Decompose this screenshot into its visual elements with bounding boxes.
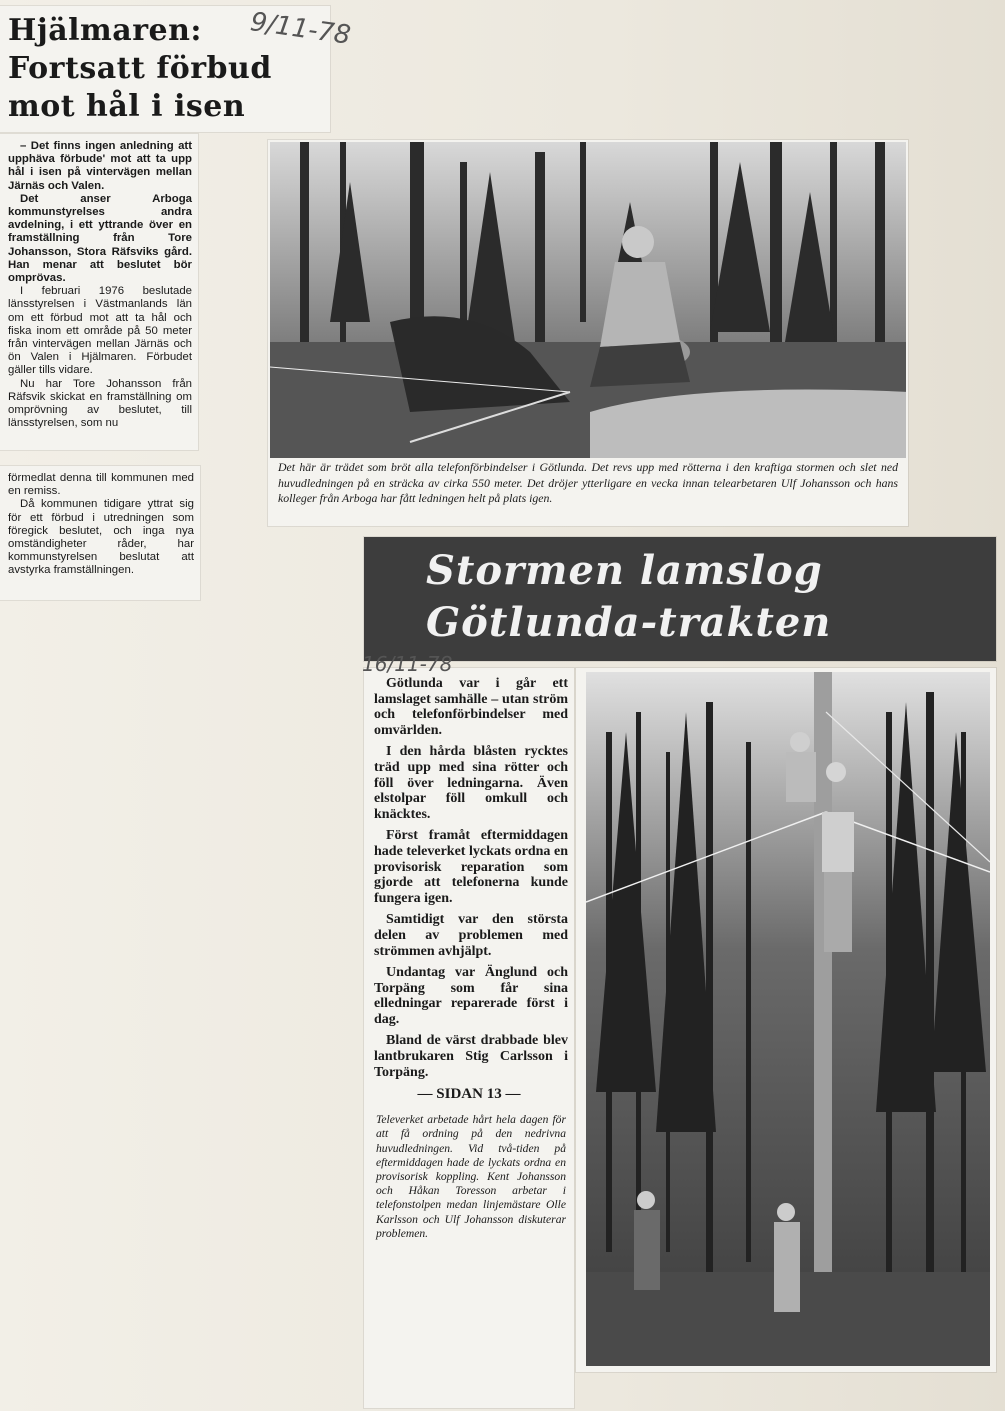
article1-paragraph: Då kommunen tidigare yttrat sig för ett förbud i utredningen som föregick beslutet, och inga nya omständigheter råder, har kommunstyrelsen beslutat att avstyrka framställningen. [8, 498, 194, 577]
article1-paragraph: I februari 1976 beslutade länsstyrelsen i Västmanlands län om ett förbud mot att ta hål och fiska inom ett område på 50 meter från vintervägen mellan Järnäs och ön Valen i Hjälmaren. Förbudet gäller tills vidare. [8, 285, 192, 377]
telephone-pole-photo [586, 672, 990, 1366]
photo1-clipping [268, 140, 908, 526]
article2-headline-line1: Stormen lamslog [426, 547, 823, 594]
article1-headline: Hjälmaren: Fortsatt förbud mot hål i isen [8, 13, 272, 124]
article1-handwritten-date: 9/11-78 [248, 7, 353, 51]
article1-paragraph: – Det finns ingen anledning att upphäva förbude' mot att ta upp hål i isen på vintervägen mellan Järnäs och Valen. [8, 140, 192, 192]
article1-paragraph: Det anser Arboga kommunstyrelses andra avdelning, i ett yttrande över en framställning från Tore Johansson, Stora Räfsviks gård. Han menar att beslutet bör omprövas. [8, 192, 192, 285]
photo2-clipping [576, 668, 996, 1372]
article1-paragraph: Nu har Tore Johansson från Räfsvik skickat en framställning om omprövning av beslutet, till länsstyrelsen, som nu [8, 377, 192, 430]
article1-paragraph: förmedlat denna till kommunen med en remiss. [8, 472, 194, 498]
article1-continuation-column [0, 466, 200, 578]
article2-paragraph: Först framåt eftermiddagen hade televerket lyckats ordna en provisorisk reparation som gjorde att telefonerna kunde fungera igen. [374, 828, 568, 906]
article2-handwritten-date: 16/11-78 [362, 652, 453, 676]
article1-continuation-clipping [0, 466, 200, 600]
article2-headline-band [364, 537, 996, 661]
article2-body-clipping [364, 668, 574, 1408]
article2-paragraph: Undantag var Änglund och Torpäng som får sina elledningar reparerade först i dag. [374, 965, 568, 1027]
article2-headline [364, 537, 996, 649]
photo1-caption: Det här är trädet som bröt alla telefonförbindelser i Götlunda. Det revs upp med rötterna i den kraftiga stormen och slet ned huvudledningen på en sträcka av cirka 550 meter. Det dröjer ytterligare en vecka innan telearbetaren Ulf Johansson och hans kolleger från Arboga har fått ledningen helt på plats igen. [278, 460, 898, 506]
article2-paragraph: Samtidigt var den största delen av problemen med strömmen avhjälpt. [374, 912, 568, 959]
article2-paragraph: Bland de värst drabbade blev lantbrukaren Stig Carlsson i Torpäng. [374, 1033, 568, 1080]
article1-body-clipping [0, 134, 198, 450]
photo2-caption: Televerket arbetade hårt hela dagen för att få ordning på den nedrivna huvudledningen. Vid två-tiden på eftermiddagen hade de lyckats ordna en provisorisk koppling. Kent Johansson och Håkan Toresson arbetar i telefonstolpen medan linjemästare Olle Karlsson och Ulf Johansson diskuterar problemen. [376, 1113, 566, 1240]
article2-headline-line2: Götlunda-trakten [426, 599, 832, 646]
article2-paragraph: Götlunda var i går ett lamslaget samhälle – utan ström och telefonförbindelser med omvärlden. [374, 676, 568, 738]
article2-paragraph: I den hårda blåsten rycktes träd upp med sina rötter och föll över ledningarna. Även elstolpar föll omkull och knäcktes. [374, 744, 568, 822]
article2-column [364, 668, 574, 1080]
page-reference: — SIDAN 13 — [417, 1086, 521, 1103]
article1-column [0, 134, 198, 430]
fallen-tree-photo [270, 142, 906, 458]
